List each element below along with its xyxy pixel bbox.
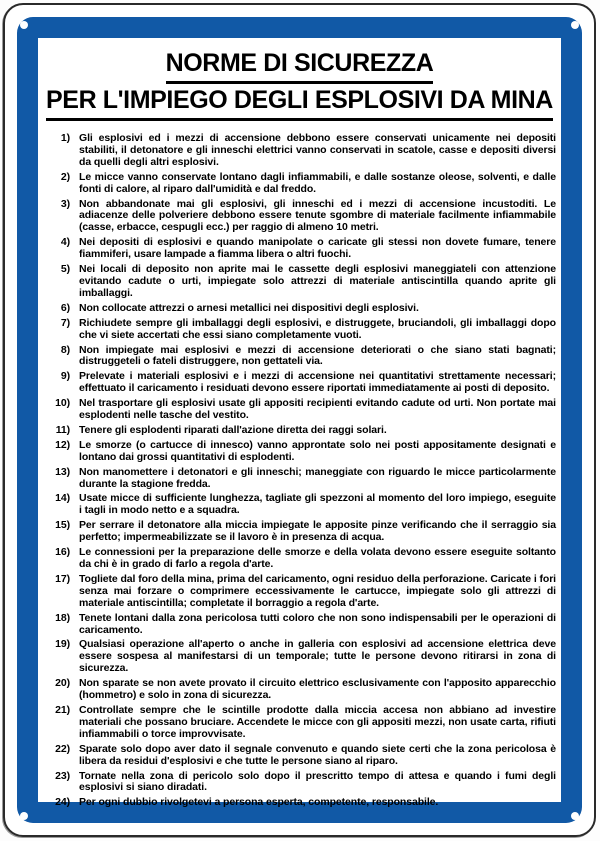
rule-text: Tornate nella zona di pericolo solo dopo il prescritto tempo di attesa e quando i fumi degli esplosivi si siano diradati. bbox=[79, 769, 556, 794]
rule-item-9 bbox=[46, 371, 556, 395]
rule-text: Non collocate attrezzi o arnesi metallici nei dispositivi degli esplosivi. bbox=[79, 301, 419, 314]
rule-number: 8) bbox=[60, 343, 70, 356]
rule-item-12 bbox=[46, 440, 556, 464]
rule-text: Nei locali di deposito non aprite mai le cassette degli esplosivi maneggiateli con attenzione evitando cadute o urti, impiegate solo attrezzi di materiale antiscintilla quando aprite gli imballaggi. bbox=[79, 263, 556, 299]
rule-item-15 bbox=[46, 520, 556, 544]
rule-number: 9) bbox=[60, 370, 70, 383]
rule-number: 21) bbox=[55, 703, 70, 716]
rule-number: 20) bbox=[55, 677, 70, 690]
rule-item-5 bbox=[46, 264, 556, 300]
rule-item-14 bbox=[46, 493, 556, 517]
rule-text: Nei depositi di esplosivi e quando manipolate o caricate gli stessi non dovete fumare, tenere fiammiferi, usare lampade a fiamma libera o altri fuochi. bbox=[79, 236, 556, 261]
rule-number: 3) bbox=[60, 197, 70, 210]
rule-item-21 bbox=[46, 705, 556, 741]
rule-text: Tenete lontani dalla zona pericolosa tutti coloro che non sono indispensabili per le operazioni di caricamento. bbox=[79, 611, 556, 636]
rule-number: 1) bbox=[60, 132, 70, 144]
rule-text: Nel trasportare gli esplosivi usate gli appositi recipienti evitando cadute od urti. Non portate mai esplodenti nelle tasche del vestito. bbox=[79, 397, 556, 422]
rule-item-18 bbox=[46, 613, 556, 637]
mounting-hole-top-right bbox=[571, 21, 579, 29]
rule-text: Richiudete sempre gli imballaggi degli esplosivi, e distruggete, bruciandoli, gli imballaggi dopo che vi siete accertati che essi siano completamente vuoti. bbox=[79, 316, 556, 341]
rule-number: 7) bbox=[60, 316, 70, 329]
title-line-2: PER L'IMPIEGO DEGLI ESPLOSIVI DA MINA bbox=[46, 84, 553, 121]
title-line-1: NORME DI SICUREZZA bbox=[166, 47, 434, 84]
mounting-hole-top-left bbox=[20, 21, 28, 29]
rule-item-22 bbox=[46, 744, 556, 768]
rule-item-24 bbox=[46, 797, 556, 809]
rule-number: 10) bbox=[55, 397, 70, 410]
rule-item-16 bbox=[46, 547, 556, 571]
rule-number: 19) bbox=[55, 638, 70, 651]
rule-item-1 bbox=[46, 133, 556, 169]
sign-title bbox=[42, 47, 557, 121]
rule-text: Prelevate i materiali esplosivi e i mezzi di accensione nei quantitativi strettamente necessari; effettuato il caricamento i residuati devono essere riportati immediatamente ai posti di deposito. bbox=[79, 370, 556, 395]
rule-number: 22) bbox=[55, 742, 70, 755]
rule-text: Gli esplosivi ed i mezzi di accensione debbono essere conservati unicamente nei depositi stabiliti, il detonatore e gli inneschi elettrici vanno conservati in scatole, casse e depositi diversi da quelli degli altri esplosivi. bbox=[79, 132, 556, 168]
rule-text: Non manomettere i detonatori e gli inneschi; maneggiate con riguardo le micce particolarmente durante la stagione fredda. bbox=[79, 465, 556, 490]
rule-item-17 bbox=[46, 574, 556, 610]
rule-item-10 bbox=[46, 398, 556, 422]
sign-content bbox=[42, 43, 557, 809]
rule-text: Le smorze (o cartucce di innesco) vanno approntate solo nei posti appositamente designati e lontano dai grossi quantitativi di esplodenti. bbox=[79, 438, 556, 463]
rule-text: Non sparate se non avete provato il circuito elettrico esclusivamente con l'apposito apparecchio (hommetro) e solo in zona di sicurezza. bbox=[79, 677, 556, 702]
rule-number: 14) bbox=[55, 492, 70, 505]
rule-number: 15) bbox=[55, 519, 70, 532]
rule-number: 12) bbox=[55, 438, 70, 451]
rule-number: 24) bbox=[55, 796, 70, 809]
rule-number: 6) bbox=[60, 301, 70, 314]
rule-text: Non impiegate mai esplosivi e mezzi di accensione deteriorati o che siano stati bagnati; distruggeteli o fateli distruggere, non gettateli via. bbox=[79, 343, 556, 368]
rule-number: 17) bbox=[55, 572, 70, 585]
mounting-hole-bottom-right bbox=[571, 812, 579, 820]
rule-text: Tenere gli esplodenti riparati dall'azione diretta dei raggi solari. bbox=[79, 423, 387, 436]
rule-number: 11) bbox=[55, 423, 70, 436]
rule-text: Sparate solo dopo aver dato il segnale convenuto e quando siete certi che la zona pericolosa è libera da residui d'esplosivi e che tutte le persone siano al riparo. bbox=[79, 742, 556, 767]
rule-text: Usate micce di sufficiente lunghezza, tagliate gli spezzoni al momento del loro impiego, eseguite i tagli in modo netto e a squadra. bbox=[79, 492, 556, 517]
rule-item-2 bbox=[46, 172, 556, 196]
rule-text: Per serrare il detonatore alla miccia impiegate le apposite pinze verificando che il serraggio sia perfetto; impermeabilizzate se il lavoro è in presenza di acqua. bbox=[79, 519, 556, 544]
rule-item-8 bbox=[46, 345, 556, 369]
mounting-hole-bottom-left bbox=[20, 812, 28, 820]
rule-text: Togliete dal foro della mina, prima del caricamento, ogni residuo della perforazione. Caricate i fori senza mai forzare o comprimere eccessivamente le cartucce, impiegate solo gli attrezzi di materiale antiscintilla; completate il borraggio a regola d'arte. bbox=[79, 572, 556, 609]
rule-item-4 bbox=[46, 237, 556, 261]
rule-item-6 bbox=[46, 303, 556, 315]
rule-text: Qualsiasi operazione all'aperto o anche in galleria con esplosivi ad accensione elettrica deve essere sospesa al manifestarsi di un temporale; tutte le persone devono ritirarsi in zona di sicurezza. bbox=[79, 638, 556, 675]
rule-text: Le micce vanno conservate lontano dagli infiammabili, e dalle sostanze oleose, solventi, e dalle fonti di calore, al riparo dall'umidità e dal freddo. bbox=[79, 170, 556, 195]
rule-number: 16) bbox=[55, 546, 70, 559]
rule-item-13 bbox=[46, 467, 556, 491]
rule-number: 23) bbox=[55, 769, 70, 782]
rule-number: 2) bbox=[60, 170, 70, 183]
rule-number: 18) bbox=[55, 611, 70, 624]
rule-number: 4) bbox=[60, 236, 70, 249]
rule-item-7 bbox=[46, 318, 556, 342]
rule-number: 13) bbox=[55, 465, 70, 478]
rule-text: Controllate sempre che le scintille prodotte dalla miccia accesa non abbiano ad investire materiali che possano bruciare. Accendete le micce con gli appositi mezzi, non usate carta, rifiuti infiammabili o torce improvvisate. bbox=[79, 703, 556, 740]
rule-item-20 bbox=[46, 678, 556, 702]
sign-plate bbox=[3, 3, 596, 837]
rule-item-3 bbox=[46, 199, 556, 235]
rule-text: Per ogni dubbio rivolgetevi a persona esperta, competente, responsabile. bbox=[79, 796, 439, 809]
rule-number: 5) bbox=[60, 263, 70, 276]
rule-item-19 bbox=[46, 639, 556, 675]
rule-item-23 bbox=[46, 771, 556, 795]
rule-text: Non abbandonate mai gli esplosivi, gli inneschi ed i mezzi di accensione incustoditi. Le adiacenze delle polveriere debbono essere tenute sgombre di materiale facilmente infiammabile (casse, erbacce, cespugli ecc.) per raggio di almeno 10 metri. bbox=[79, 197, 556, 234]
rule-text: Le connessioni per la preparazione delle smorze e della volata devono essere eseguite soltanto da chi è in grado di farlo a regola d'arte. bbox=[79, 546, 556, 570]
rules-list bbox=[42, 133, 557, 809]
rule-item-11 bbox=[46, 425, 556, 437]
